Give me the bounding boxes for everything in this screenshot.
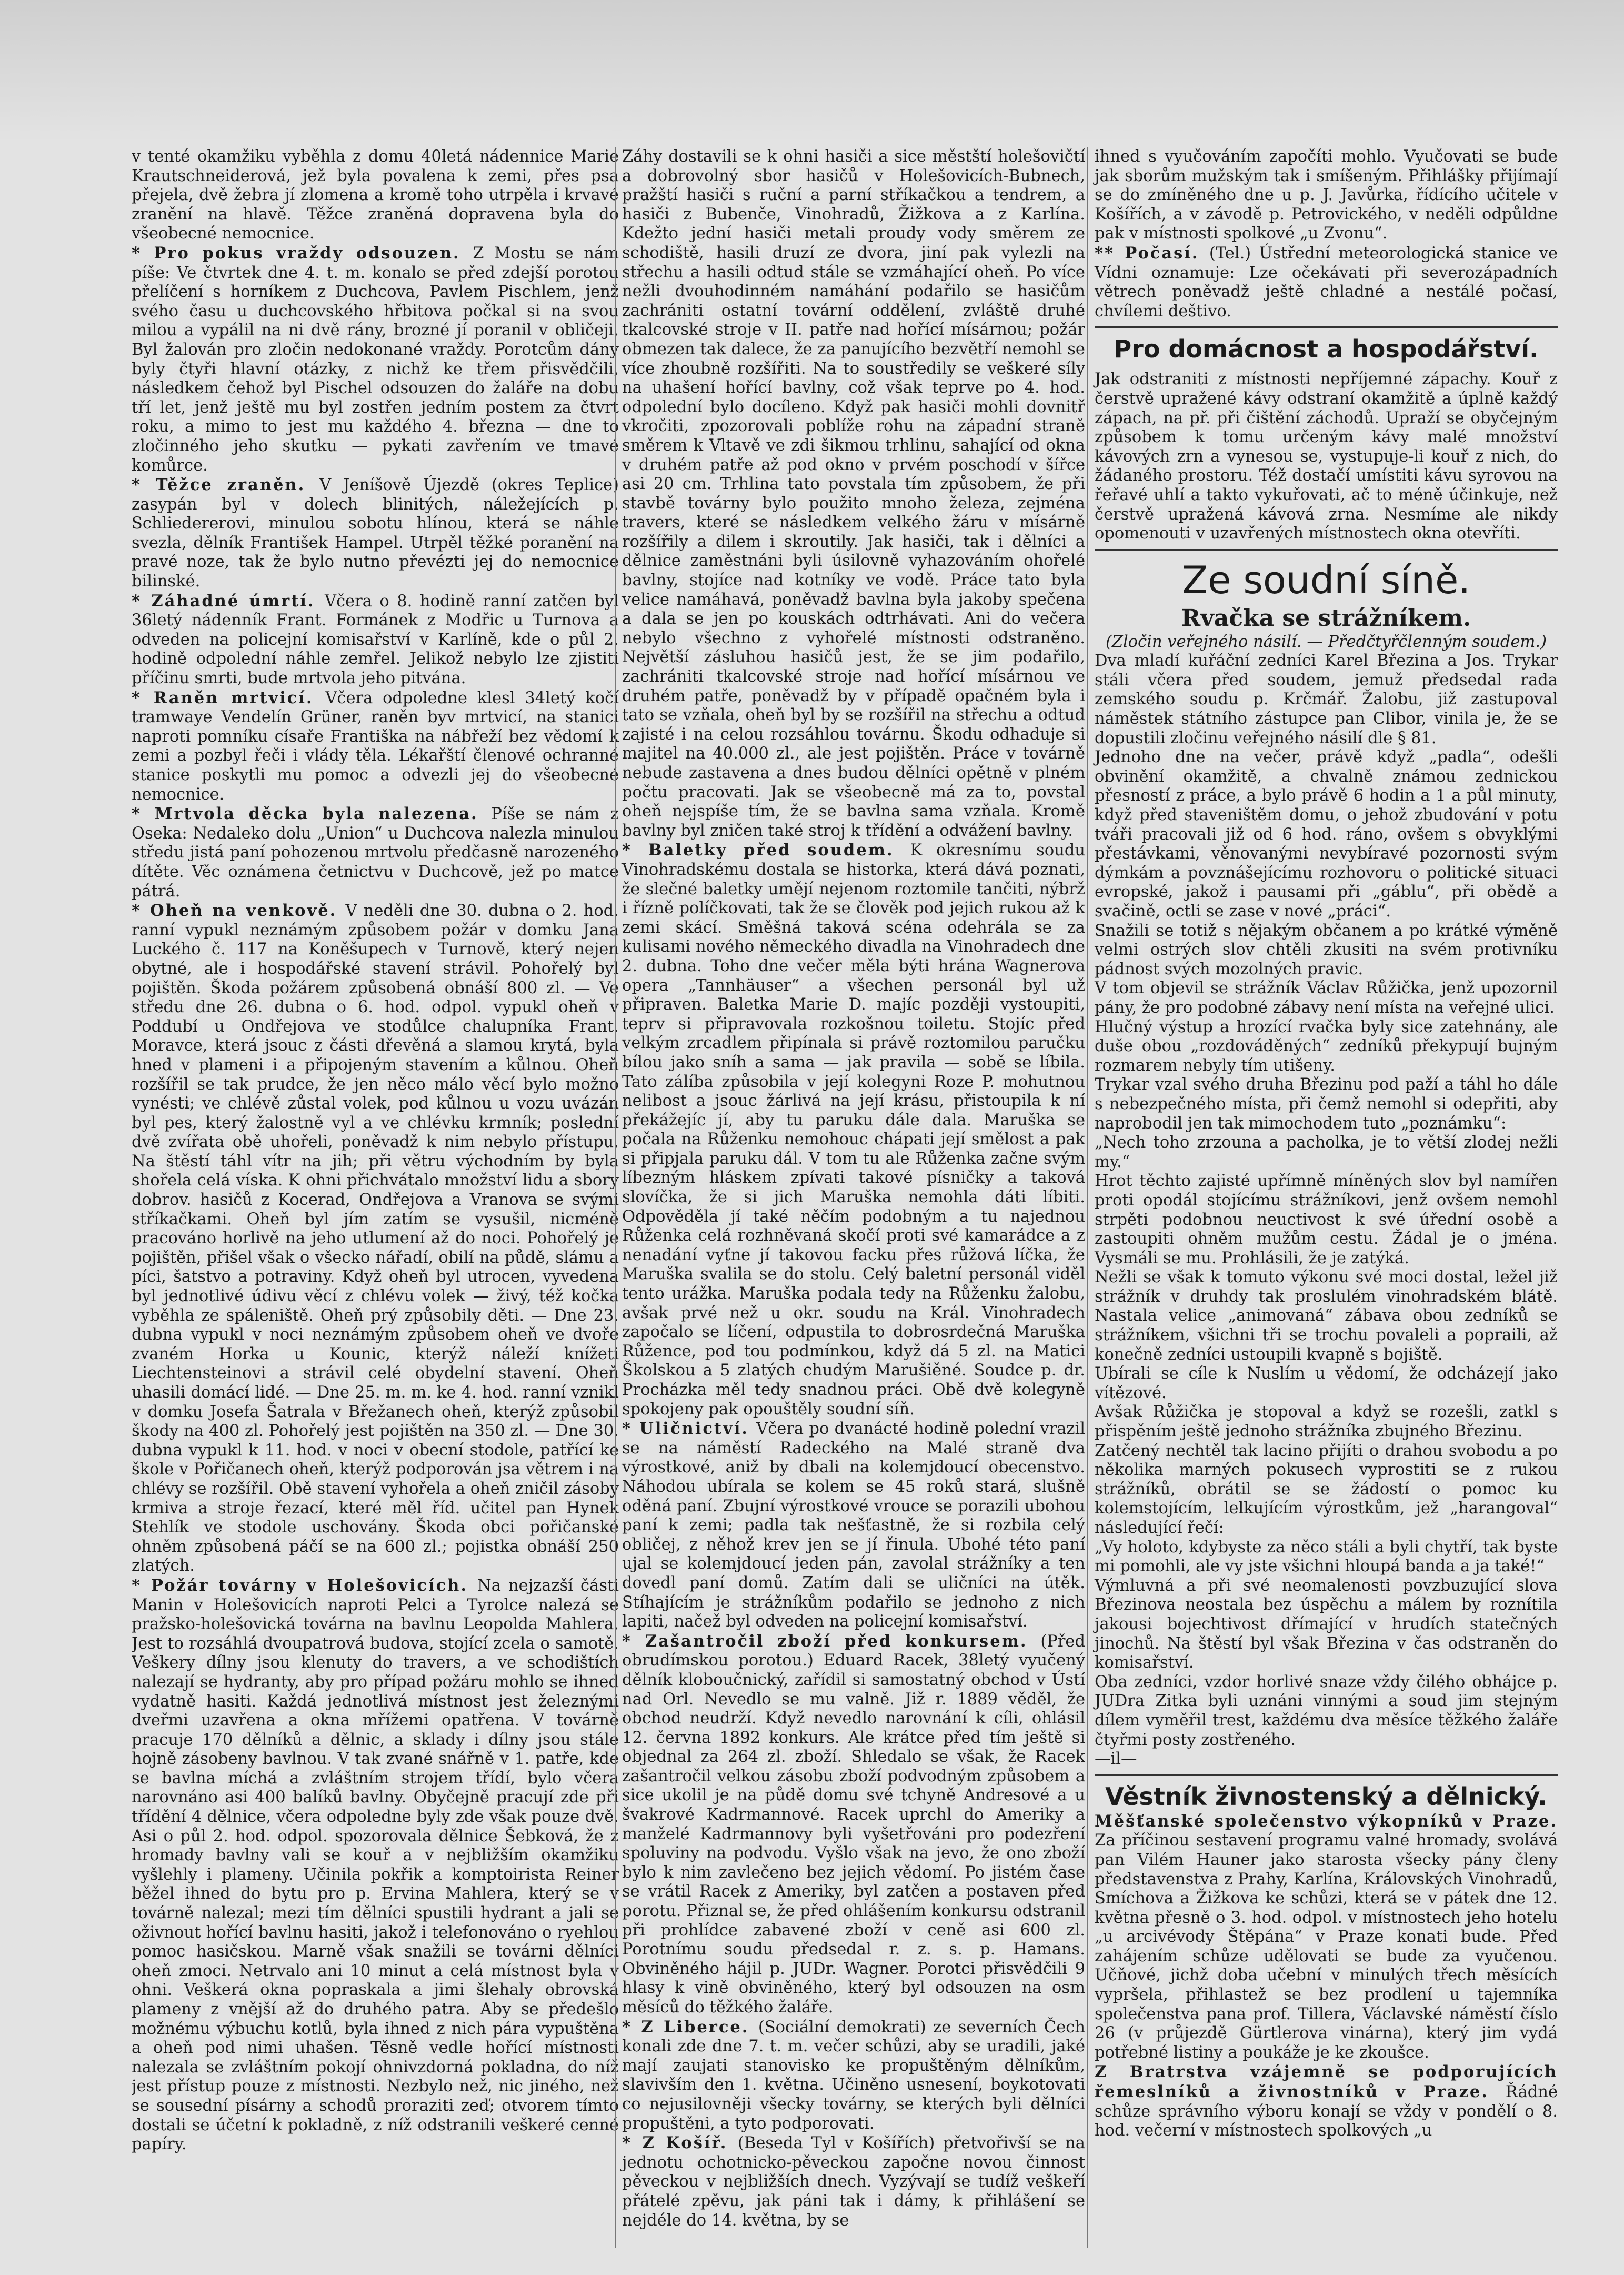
article-paragraph xyxy=(1095,147,1558,244)
article-lead: Měšťanské společenstvo výkopníků v Praze. xyxy=(1095,1811,1558,1831)
article-lead: * Požár továrny v Holešovicích. xyxy=(132,1575,478,1595)
article-lead: ** Počasí. xyxy=(1095,243,1209,263)
article-paragraph xyxy=(132,689,619,805)
article-text: Píše se nám z Oseka: Nedaleko dolu „Union“ u Duchcova nalezla minulou středu jistá paní pohozenou mrtvolu předčasně narozeného dítěte. Věc oznámena četnictvu v Duchcově, jež po matce pátrá. xyxy=(132,805,619,901)
article-text: Dva mladí kuřáční zedníci Karel Březina a Jos. Trykar stáli včera před soudem, jemuž předsedal rada zemského soudu p. Krčmář. Žalobu, již zastupoval náměstek státního zástupce pan Clibor, vinila je, že se dopustili zločinu veřejného násilí dle § 81. xyxy=(1095,652,1558,747)
article-text: Zatčený nechtěl tak lacino přijíti o drahou svobodu a po několika marných pokusech vyprostiti se z rukou strážníků, obrátil se se žádostí o pomoc ku kolemstojícím, lelkujícím výrostkům, jež „harangoval“ následující řečí: xyxy=(1095,1441,1558,1537)
column-right xyxy=(1087,147,1558,2248)
article-text: ihned s vyučováním započíti mohlo. Vyučovati se bude jak sborům mužským tak i smíšeným. Přihlášky přijímají se do zmíněného dne u p. J. Javůrka, řídícího učitele v Košířích, a v závodě p. Petrovického, v neděli odpůldne pak v místnosti spolkové „u Zvonu“. xyxy=(1095,147,1558,243)
article-text: V Jeníšově Újezdě (okres Teplice) zasypán byl v dolech blinitých, náležejících p. Schliedererovi, minulou sobotu hlínou, která se náhle svezla, dělník František Hampel. Utrpěl těžké poranění na pravé noze, tak že bylo nutno převézti jej do nemocnice bilinské. xyxy=(132,476,619,591)
article-text: Ubírali se cíle k Nuslím u vědomí, že odcházejí jako vítězové. xyxy=(1095,1364,1558,1402)
article-text: (Tel.) Ústřední meteorologická stanice ve Vídni oznamuje: Lze očekávati při severozápadních větrech poněvadž ještě chladné a nestálé počasí, chvílemi deštivo. xyxy=(1095,244,1558,321)
article-text: V neděli dne 30. dubna o 2. hod. ranní vypukl neznámým způsobem požár v domku Jana Luckého č. 117 na Koněšupech v Turnově, který nejen obytné, ale i hospodářské stavení strávil. Pohořelý byl pojištěn. Škoda požárem způsobená obnáší 800 zl. — Ve středu dne 26. dubna o 6. hod. odpol. vypukl oheň v Poddubí u Ondřejova ve stodůlce chalupníka Frant. Moravce, která jsouc z části dřevěná a slamou krytá, byla hned v plameni i a připojeným stavením a kůlnou. Oheň rozšířil se tak prudce, že jen něco málo věcí bylo možno vynésti; ve chlévě zůstal volek, pod kůlnou u vozu uvázán byl pes, který žalostně vyl a ve chlévku krmník; poslední dvě zvířata obě uhořeli, poněvadž k nim nebylo přístupu. Na štěstí táhl vítr na jih; při větru východním by byla shořela celá víska. K ohni přichvátalo množství lidu a sbory dobrov. hasičů z Kocerad, Ondřejova a Vranova se svými stříkačkami. Oheň byl jím zatím se vysušil, nicméně pracováno horlivě na jeho utlumení až do noci. Pohořelý je pojištěn, přišel však o všecko nářadí, obilí na půdě, slámu a píci, šatstvo a potraviny. Když oheň byl utrocen, vyvedena byl jednotlivé údivu věcí z chlévu volek — živý, též kočka vyběhla ze spáleniště. Oheň prý způsobily děti. — Dne 23. dubna vypukl v noci neznámým způsobem oheň ve dvoře zvaném Horka u Kounic, kterýž náleží knížeti Liechtensteinovi a strávil celé obydelní stavení. Oheň uhasili domácí lidé. — Dne 25. m. m. ke 4. hod. ranní vznikl v domku Josefa Šatrala v Břežanech oheň, kterýž způsobil škody na 400 zl. Pohořelý jest pojištěn na 350 zl. — Dne 30. dubna vypukl k 11. hod. v noci v obecní stodole, patřící ke škole v Pořičanech oheň, kterýž podporován jsa větrem i na chlévy se rozšířil. Obě stavení vyhořela a oheň zničil zásoby krmiva a stroje řezací, které měl říd. učitel pan Hynek Stehlík ve stodole uschovány. Škoda obci pořičanské ohněm způsobená páčí se na 600 zl.; pojistka obnáší 250 zlatých. xyxy=(132,902,619,1575)
article-paragraph xyxy=(622,2018,1085,2134)
article-text: Hlučný výstup a hrozící rvačka byly sice zatehnány, ale duše obou „rozdováděných“ zedníků překypují bujným rozmarem nebyly tím utišeny. xyxy=(1095,1017,1558,1075)
article-text: „Vy holoto, kdybyste za něco stáli a byli chytří, tak byste mi pomohli, ale vy jste všichni hloupá banda a ja také!“ xyxy=(1095,1538,1558,1576)
article-text: (Před obrudímskou porotou.) Eduard Racek, 38letý vyučený dělník kloboučnický, zařídil si samostatný obchod v Ústí nad Orl. Nevedlo se mu valně. Již r. 1889 věděl, že obchod neudrží. Když nevedlo narovnání k cíli, ohlásil 12. června 1892 konkurs. Ale krátce před tím ještě si objednal za 264 zl. zboží. Shledalo se však, že Racek zašantročil velkou zásobu zboží podvodným způsobem a sice ukolil je na půdě domu své tchyně Andresové a u švakrové Kadrmannové. Racek uprchl do Ameriky a manželé Kadrmannovy byli vyšetřováni pro podezření spoluviny na podvodu. Vyšlo však na jevo, že ono zboží bylo k nim zavlečeno bez jejich vědomí. Po jistém čase se vrátil Racek z Ameriky, byl zatčen a postaven před porotu. Přiznal se, že před ohlášením konkursu odstranil při prohlídce zabavené zboží v ceně asi 600 zl. Porotnímu soudu předsedal r. z. s. p. Hamans. Obviněného hájil p. JUDr. Wagner. Porotci přisvědčili 9 hlasy k vině obviněného, který byl odsouzen na osm měsíců do těžkého žaláře. xyxy=(622,1632,1085,2017)
article-text: Hrot těchto zajisté upřímně míněných slov byl namířen proti opodál stojícímu strážníkovi, jenž ovšem nemohl strpěti podobnou neuctivost k své úřední osobě a zastoupiti ohněm mužům cestu. Žádal je o jména. Vysmáli se mu. Prohlásili, že je zatýká. xyxy=(1095,1172,1558,1268)
article-paragraph xyxy=(1095,979,1558,1017)
article-text: Avšak Růžička je stopoval a když se rozešli, zatkl s přispěním ještě jednoho strážníka zbujného Březinu. xyxy=(1095,1403,1558,1441)
article-text: Výmluvná a při své neomalenosti povzbuzující slova Březinova neostala bez úspěchu a málem by roznítila jakousi bojechtivost dřímající v hrudích statečných jinochů. Na štěstí byl však Březina v čas odstraněn do komisařství. xyxy=(1095,1576,1558,1672)
article-lead: * Zašantročil zboží před konkursem. xyxy=(622,1631,1041,1651)
article-paragraph xyxy=(132,147,619,244)
article-paragraph xyxy=(1095,1364,1558,1403)
article-text: v tenté okamžiku vyběhla z domu 40letá nádennice Marie Krautschneiderová, jež byla povalena k zemi, přes psa přejela, dvě žebra jí zlomena a kromě toho utrpěla i krvavé zranění na hlavě. Těžce zraněná dopravena byla do všeobecné nemocnice. xyxy=(132,147,619,243)
article-lead: * Z Liberce. xyxy=(622,2017,758,2037)
divider xyxy=(1095,326,1558,328)
page-top-margin xyxy=(0,0,1624,142)
article-lead: * Těžce zraněn. xyxy=(132,475,320,495)
column-middle xyxy=(615,147,1085,2248)
article-paragraph xyxy=(132,1576,619,2154)
article-paragraph xyxy=(1095,1172,1558,1268)
article-paragraph xyxy=(1095,922,1558,980)
article-text: Včera odpoledne klesl 34letý kočí tramwaye Vendelín Grüner, raněn byv mrtvicí, na stanici naproti pomníku císaře Františka na nábřeží bez vědomí k zemi a pozbyl řeči i vlády těla. Lékařští členové ochranné stanice poskytli mu pomoc a odvezli jej do všeobecné nemocnice. xyxy=(132,689,619,804)
article-paragraph xyxy=(1095,748,1558,921)
article-paragraph xyxy=(1095,1538,1558,1576)
article-paragraph xyxy=(1095,1268,1558,1364)
court-article-headline: Rvačka se strážníkem. xyxy=(1181,604,1471,632)
article-paragraph xyxy=(132,901,619,1576)
article-paragraph xyxy=(132,244,619,475)
article-text: Oba zedníci, vzdor horlivé snaze vždy čilého obhájce p. JUDra Zitka byli uznáni vinnými a soud jim stejným dílem vyměřil trest, každému dva měsíce těžkého žaláře čtyřmi posty zostřeného. xyxy=(1095,1672,1558,1749)
article-lead: Z Bratrstva vzájemně se podporujících řemeslníků a živnostníků v Praze. xyxy=(1095,2062,1558,2102)
article-lead: * Uličnictví. xyxy=(622,1419,757,1439)
article-text: Na nejzazší části Manin v Holešovicích naproti Pelci a Tyrolce nalezá se pražsko-holešovická továrna na bavlnu Leopolda Mahlera. Jest to rozsáhlá dvoupatrová budova, stojící zcela o samotě. Veškery dílny jsou klenuty do travers, a ve schodištích nalezají se hydranty, aby pro případ požáru mohlo se ihned vydatně hasiti. Každá jednotlivá místnost jest železnými dveřmi uzavřena a okna mřížemi opatřena. V továrně pracuje 170 dělníků a dělnic, a sklady i dílny jsou stále hojně zásobeny bavlnou. V tak zvané snářně v 1. patře, kde se bavlna míchá a zvláštním strojem třídí, bylo včera narovnáno asi 400 balíků bavlny. Obyčejně pracují zde při třídění 4 dělnice, včera odpoledne byly zde však pouze dvě. Asi o půl 2. hod. odpol. spozorovala dělnice Šebková, že z hromady bavlny vali se kouř a v nejbližším okamžiku vyšlehly i plameny. Učinila pokřik a komptoiristа Reiner běžel ihned do bytu pro p. Ervina Mahlera, který se v továrně nalezal; mezi tím dělníci spustili hydrant a jali se oživnout hořící bavlnu hasiti, jakož i telefonováno o ryehlou pomoc hasičskou. Marně však snažili se továrni dělníci oheň zmoci. Netrvalo ani 10 minut a celá místnost byla v ohni. Veškerá okna popraskala a jimi šlehaly obrovská plameny z vnější až do druhého patra. Aby se předešlo možnému výbuchu kotlů, byla ihned z nich pára vypuštěna a oheň pod nimi uhašen. Těsně vedle hořící místnosti nalezala se zvláštním pokojí ohnivzdorná pokladna, do níž jest přístup pouze z místnosti. Nezbylo než, nic jiného, než se sousední písárny a schodů proraziti zeď; otvorem tímto dostali se účetní k pokladně, z níž odstranili veškeré cenné papíry. xyxy=(132,1576,619,2154)
article-paragraph xyxy=(1095,1442,1558,1538)
column-left xyxy=(132,147,619,2248)
article-paragraph xyxy=(622,2133,1085,2230)
section-heading-household: Pro domácnost a hospodářství. xyxy=(1114,335,1539,364)
article-paragraph xyxy=(622,1419,1085,1632)
article-text: Včera po dvanácté hodině polední vrazil se na náměstí Radeckého na Malé straně dva výrostkové, aniž by dbali na kolemjdoucí obecenstvo. Náhodou ubírala se kolem se 45 roků stará, slušně oděná paní. Zbujní výrostkové vrouce se porazili ubohou paní k zemi; padla tak nešťastně, že si rozbila celý obličej, z něhož krev jen se jí řinula. Ubohé této paní ujal se kolemjdoucí jeden pán, zavolal strážníky a ten dovedl paní domů. Zatím dali se uličníci na útěk. Stíhajícím je strážníkům podařilo se jednoho z nich lapiti, načež byl odveden na policejní komisařství. xyxy=(622,1420,1085,1631)
article-paragraph xyxy=(622,147,1085,841)
article-lead: * Pro pokus vraždy odsouzen. xyxy=(132,243,473,263)
article-paragraph xyxy=(1095,244,1558,321)
article-lead: * Záhadné úmrtí. xyxy=(132,591,325,611)
section-heading-court: Ze soudní síně. xyxy=(1181,557,1471,602)
article-text: Záhy dostavili se k ohni hasiči a sice městští holešovičtí a dobrovolný sbor hasičů v Holešovicích-Bubnech, pražští hasiči s ruční a parní stříkačkou a tendrem, a hasiči z Bubenče, Vinohradů, Žižkova a z Karlína. Kdežto jední hasiči metali proudy vody směrem ze schodiště, hasili druzí ze dvora, jiní pak vylezli na střechu a hasili odtud stále se vzmáhající oheň. Po více nežli dvouhodinném namáhání podařilo se hasičům zachrániti ostatní tovární oddělení, zvláště druhé tkalcovské stroje v II. patře nad hořící mísárnou; požár obmezen tak dalece, že za panujícího bezvětří nemohl se více zhoubně rozšířiti. Na to soustředily se veškeré síly na uhašení hořící bavlny, což však teprve po 4. hod. odpolední bylo docíleno. Když pak hasiči mohli dovnitř vkročiti, zpozorovali poblíže rohu na západní straně směrem k Vltavě ve zdi šikmou trhlinu, sahající od okna v druhém patře až pod okno v prvém poschodí v šířce asi 20 cm. Trhlina tato povstala tím způsobem, že při stavbě továrny bylo použito mnoho železa, zejména travers, které se následkem velkého žáru v mísárně rozšířily a dilem i skroutily. Jak hasiči, tak i dělníci a dělnice zaměstnáni byli úsilovně vyhazováním ohořelé bavlny, stojíce nad kotníky ve vodě. Práce tato byla velice namáhavá, poněvadž bavlna byla jakoby spečena a dala se jen po kouskách odtrhávati. Ani do večera nebylo všechno z vyhořelé místnosti odstraněno. Největší zásluhou hasičů jest, že se jim podařilo, zachrániti tkalcovské stroje nad hořící mísárnou ve druhém patře, poněvadž by v případě opačném byla i tato se vzňala, oheň byl by se rozšířil na střechu a odtud zajisté i na celou rozsáhlou továrnu. Škodu odhaduje si majitel na 40.000 zl., ale jest pojištěn. Práce v továrně nebude zastavena a dnes budou dělníci opětně v plném počtu pracovati. Jak se všeobecně má za to, povstal oheň nejspíše tím, že se bavlna sama vzňala. Kromě bavlny byl zničen také stroj k třídění a odvážení bavlny. xyxy=(622,147,1085,840)
article-text: K okresnímu soudu Vinohradskému dostala se historka, která dává poznati, že slečné baletky umějí nejenom roztomile tančiti, nýbrž i řízně políčkovati, tak že se člověk pod jejich rukou až k zemi skácí. Směšná taková scéna odehrála se za kulisami nového německého divadla na Vinohradech dne 2. dubna. Toho dne večer měla býti hrána Wagnerova opera „Tannhäuser“ a všechen personál byl už připraven. Baletka Marie D. majíc později vystoupiti, teprv si připravovala rozkošnou toiletu. Stojíc před velkým zrcadlem připínala si právě roztomilou paručku bílou jako sníh a sama — jak pravila — sobě se líbila. Tato zálíba způsobila v její kolegyni Roze P. mohutnou nelibost a jsouc žárlivá na její krásu, přistoupila k ní překážejíc jí, aby tu paruku dále dala. Maruška se počala na Růženku nemohouc chápati její smělost a pak si připjala paruku dál. V tom tu ale Růženka začne svým líbezným hláskem zpívati takové písničky a taková slovíčka, že si jich Maruška nemohla dáti líbiti. Odpověděla jí také něčím podobným a tu najednou Růženka celá rozhněvaná skočí proti své kamarádce a z nenadání vyťne jí takovou facku přes růžová líčka, že Maruška svalila se do stolu. Celý baletní personál viděl tento urážka. Maruška podala tedy na Růženku žalobu, avšak prvé než u okr. soudu na Král. Vinohradech započalo se líčení, odpustila to dobrosrdečná Maruška Růžence, pod tou podmínkou, když dá 5 zl. na Matici Školskou a 5 zlatých chudým Marušiěné. Soudce p. dr. Procházka měl tedy snadnou práci. Obě dvě kolegyně spokojeny pak opouštěly soudní síň. xyxy=(622,841,1085,1419)
article-paragraph xyxy=(1095,2062,1558,2140)
article-paragraph xyxy=(622,1632,1085,2018)
article-paragraph xyxy=(1095,1075,1558,1133)
divider xyxy=(1095,549,1558,551)
section-heading-trade: Věstník živnostenský a dělnický. xyxy=(1105,1782,1547,1811)
trade-news xyxy=(1095,1812,1558,2141)
article-paragraph xyxy=(1095,1018,1558,1076)
article-text: (Sociální demokrati) ze severních Čech konali zde dne 7. t. m. večer schůzi, aby se uradili, jaké mají zaujati stanovisko ke propuštěným dělníkům, slavivším den 1. května. Učiněno usnesení, boykotovati co nejusilovněji všecky továrny, se kterých byli dělníci propuštěni, a tyto podporovati. xyxy=(622,2018,1085,2133)
article-paragraph xyxy=(1095,1403,1558,1441)
household-article xyxy=(1095,370,1558,543)
column-right-notices xyxy=(1095,147,1558,321)
article-paragraph xyxy=(1095,1576,1558,1673)
article-text: Včera o 8. hodině ranní zatčen byl 36letý nádenník Frant. Formánek z Modřic u Turnova a odveden na policejní komisařství v Karlíně, kde o půl 2. hodině odpolední náhle zemřel. Jelikož nebylo lze zjistiti příčinu smrti, bude mrtvola jeho pitvána. xyxy=(132,592,619,688)
article-paragraph xyxy=(622,841,1085,1419)
article-text: Jednoho dne na večer, právě když „padla“, odešli obvinění okamžitě, a chvalně známou zednickou přesností z práce, a bylo právě 6 hodin a 1 a půl minuty, když před staveništěm domu, o jehož zbudování v potu tváři pracovali již od 6 hod. ráno, ovšem s obvyklými přestávkami, věnovanými nevybíravé pozornosti svým dýmkám a povznášejícímu rozhovoru o politické situaci evropské, jakož i pausami při „gáblu“, při obědě a svačině, octli se zase v nové „práci“. xyxy=(1095,748,1558,921)
article-paragraph xyxy=(132,475,619,592)
article-text: (Beseda Tyl v Košířích) přetvořivší se na jednotu ochotnicko-pěveckou započne novou činnost pěveckou v nejbližších dnech. Vyzývají se tudíž veškeří přátelé zpěvu, jak páni tak i dámy, k přihlášení se nejdéle do 14. května, by se xyxy=(622,2134,1085,2230)
court-article-subtitle: (Zločin veřejného násilí. — Předčtyřčlenným soudem.) xyxy=(1105,632,1547,651)
article-lead: * Baletky před soudem. xyxy=(622,841,910,860)
article-text: Z Mostu se nám píše: Ve čtvrtek dne 4. t. m. konalo se před zdejší porotou přelíčení s horníkem z Duchcova, Pavlem Pischlem, jenž svého času u duchcovského hřbitova počkal si na svou milou a vypálil na ni dvě rány, brozné jí poranil v obličeji. Byl žalován pro zločin nedokonané vraždy. Porotcům dány byly čtyři hlavní otázky, z nichž ke třem přisvědčili, následkem čehož byl Pischel odsouzen do žaláře na dobu tří let, jenž ještě mu byl zostřen jedním postem za čtvrt roku, a mimo to jest mu každého 4. března — dne to zločinného jeho skutku — pykati zavřením ve tmavé komůrce. xyxy=(132,244,619,475)
article-paragraph xyxy=(1095,652,1558,748)
divider xyxy=(1095,1774,1558,1776)
article-lead: * Z Košíř. xyxy=(622,2133,738,2153)
article-text: —il— xyxy=(1095,1750,1137,1769)
article-paragraph xyxy=(1095,1812,1558,2063)
article-paragraph xyxy=(1095,1750,1558,1769)
court-article xyxy=(1095,652,1558,1769)
article-paragraph xyxy=(1095,1133,1558,1172)
article-paragraph xyxy=(1095,370,1558,543)
article-lead: * Raněn mrtvicí. xyxy=(132,688,326,707)
article-lead: * Oheň na venkově. xyxy=(132,901,346,921)
article-text: Za příčinou sestavení programu valné hromady, svolává pan Vilém Hauner jako starosta všecky pány členy představenstva z Prahy, Karlína, Královských Vinohradů, Smíchova a Žižkova ke schůzi, která se v pátek dne 12. května přesně o 3. hod. odpol. v místnostech jeho hotelu „u arcivévody Štěpána“ v Praze konati bude. Před zahájením schůze udělovati se bude za vyučenou. Učňové, jichž doba učební v minulých třech měsících vypršela, přihlastež se bez prodlení u tajemníka společenstva pana prof. Tillera, Václavské náměstí číslo 26 (v průjezdě Gürtlerova vinárna), který jim vydá potřebné listiny a poukáže je ke zkoušce. xyxy=(1095,1831,1558,2062)
article-text: V tom objevil se strážník Václav Růžička, jenž upozornil pány, že pro podobné zábavy není místa na veřejné ulici. xyxy=(1095,979,1558,1017)
article-text: „Nech toho zrzouna a pacholka, je to větší zlodej nežli my.“ xyxy=(1095,1133,1558,1171)
article-text: Jak odstraniti z místnosti nepříjemné zápachy. Kouř z čerstvě upražené kávy odstraní okamžitě a úplně každý zápach, na př. při čištění záchodů. Upraží se obyčejným způsobem k tomu určeným kávy malé množství kávových zrn a vynesou se, vystupuje-li kouř z nich, do žádaného prostoru. Též dostačí umístiti kávu syrovou na řeřavé uhlí a takto vykuřovati, ač to méně účinkuje, než čerstvě upražená kávová zrna. Nesmíme ale nikdy opomenouti v uzavřených místnostech okna otevříti. xyxy=(1095,370,1558,543)
article-paragraph xyxy=(1095,1673,1558,1750)
article-paragraph xyxy=(132,804,619,901)
article-text: Nežli se však k tomuto výkonu své moci dostal, ležel již strážník v druhdy tak proslulém vinohradském blátě. Nastala velice „animovaná“ zábava obou zedníků se strážníkem, všichni tři se trochu povaleli a popraili, až konečně zedníci ustoupili kvapně s bojiště. xyxy=(1095,1268,1558,1364)
article-text: Řádné schůze správního výboru konají se vždy v pondělí o 8. hod. večerní v místnostech spolkových „u xyxy=(1095,2083,1558,2140)
article-text: Trykar vzal svého druha Březinu pod paží a táhl ho dále s nebezpečného místa, při čemž nemohl si odepřiti, aby naprobodil jen tak mimochodem tuto „poznámku“: xyxy=(1095,1075,1558,1133)
article-text: Snažili se totiž s nějakým občanem a po krátké výměně velmi ostrých slov chtěli zkusiti na svém protivníku pádnost svých mozolných pravic. xyxy=(1095,921,1558,979)
article-paragraph xyxy=(132,592,619,689)
article-lead: * Mrtvola děcka byla nalezena. xyxy=(132,804,492,824)
